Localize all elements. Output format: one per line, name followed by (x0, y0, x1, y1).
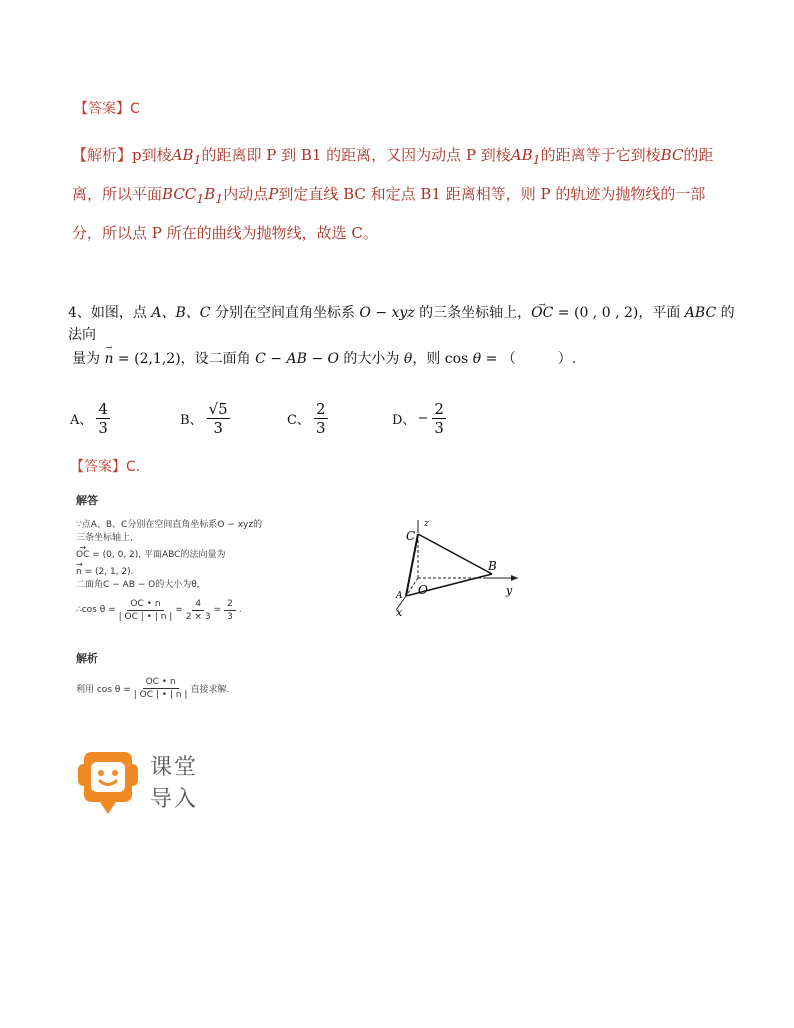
label-b: B (488, 559, 497, 573)
option-b (180, 400, 230, 437)
option-label: D、 (392, 413, 416, 428)
option-d (392, 400, 446, 437)
question-text: 量为 (72, 351, 105, 367)
analysis-text: 离，所以平面 (72, 185, 163, 203)
theta-symbol: θ (472, 351, 482, 367)
question-text: ，设二面角 (180, 351, 256, 367)
label-a: A (396, 591, 403, 601)
question-4-line-2 (72, 348, 576, 368)
plane-sub: 1 (215, 191, 224, 206)
question-text: 如图，点 (90, 305, 152, 321)
option-label: B、 (180, 413, 203, 428)
analysis-text: p到棱 (132, 146, 172, 164)
question-number: 4、 (68, 305, 91, 321)
jiexi-heading: 解析 (76, 652, 98, 665)
plane-main: BCC (162, 185, 197, 203)
question-points: A、B、C (151, 305, 211, 321)
question-text: 的法向 (68, 305, 735, 343)
label-o: O (418, 583, 428, 597)
analysis-text: 的距离等于它到棱 (540, 146, 661, 164)
solution-line (76, 566, 262, 579)
logo-line-2: 导入 (150, 787, 199, 812)
question-text: 的大小为 (338, 351, 404, 367)
analysis-paragraph (72, 138, 732, 251)
normal-vector-value: = (2,1,2) (113, 351, 181, 367)
edge-ab1-sub: 1 (193, 152, 202, 167)
answer-line-1 (74, 98, 140, 118)
question-text: ，平面 (638, 305, 685, 321)
label-y: y (506, 584, 513, 597)
theta-symbol: θ (403, 351, 413, 367)
analysis-text: 的距 (683, 146, 714, 164)
vector-oc: → OC (76, 549, 89, 562)
fraction-numerator: 2 (434, 400, 444, 418)
fraction-denominator: | OC | • | n | (133, 690, 188, 700)
analysis-line-3: 分，所以点 P 所在的曲线为抛物线，故选 C。 (72, 224, 378, 242)
solution-text: ∴cos θ = (76, 605, 116, 615)
edge-ab1-2-main: AB (510, 146, 533, 164)
point-p: P (268, 185, 279, 203)
tetrahedron-diagram (380, 512, 530, 622)
logo-text (150, 752, 198, 816)
logo-line-1: 课堂 (150, 755, 199, 780)
normal-vector: → n (104, 351, 113, 367)
solution-text: = (2, 1, 2). (81, 567, 134, 577)
option-fraction (314, 400, 328, 437)
fraction-denominator: 3 (227, 612, 233, 622)
logo-face (91, 762, 125, 792)
fraction-numerator: OC • n (143, 676, 179, 689)
fraction-numerator: 4 (192, 598, 204, 611)
solution-line: ∵点A、B、C分别在空间直角坐标系O − xyz的 (76, 520, 263, 530)
jiexi-text: 直接求解. (190, 685, 230, 695)
solution-heading: 解答 (76, 494, 98, 507)
question-4-line-1 (68, 302, 748, 346)
fraction-numerator: 2 (224, 598, 236, 611)
plane-abc: ABC (684, 305, 717, 321)
analysis-text: 到定直线 BC 和定点 B1 距离相等，则 P 的轨迹为抛物线的一部 (278, 185, 706, 203)
question-text: 分别在空间直角坐标系 (210, 305, 360, 321)
analysis-text: 内动点 (223, 185, 269, 203)
option-label: C、 (287, 413, 310, 428)
edge-cb (418, 534, 492, 574)
solution-block (76, 494, 262, 623)
fraction-denominator: 3 (434, 419, 444, 437)
edge-bc: BC (660, 146, 684, 164)
question-text: 的三条坐标轴上， (414, 305, 532, 321)
fraction-denominator: | OC | • | n | (118, 612, 173, 622)
option-a (70, 400, 110, 437)
coordinate-system: O − xyz (359, 305, 415, 321)
logo-eye-left (98, 770, 104, 776)
question-text: = （ ）. (481, 351, 577, 367)
plane-bcc1b1 (162, 185, 224, 206)
answer-value: C. (126, 459, 141, 475)
solution-line: 二面角C − AB − O的大小为θ, (76, 580, 200, 590)
answer-label: 【答案】 (70, 459, 126, 475)
fraction-denominator: 3 (213, 419, 223, 437)
solution-line (76, 549, 262, 562)
formula-fraction (186, 598, 211, 623)
option-fraction (207, 400, 230, 437)
formula-fraction (134, 676, 188, 701)
edge-ab1 (171, 146, 202, 167)
fraction-numerator: √5 (208, 400, 228, 418)
edge-ab1-main: AB (171, 146, 194, 164)
solution-text: = (0, 0, 2), 平面ABC的法向量为 (89, 550, 226, 560)
answer-line-2 (70, 456, 140, 476)
fraction-numerator: OC • n (127, 598, 163, 611)
fraction-denominator: 3 (315, 419, 326, 437)
edge-ab1-2-sub: 1 (532, 152, 541, 167)
option-fraction (432, 400, 446, 437)
fraction-numerator: 2 (315, 400, 326, 418)
analysis-line-1 (72, 138, 732, 177)
option-sign: − (417, 411, 429, 426)
analysis-line-2 (72, 177, 732, 216)
speech-bubble-face-icon (76, 746, 140, 818)
answer-label: 【答案】 (74, 101, 130, 117)
edge-ab1-2 (510, 146, 541, 167)
solution-line: 三条坐标轴上, (76, 533, 133, 543)
solution-formula (76, 598, 262, 623)
plane-sub: 1 (196, 191, 205, 206)
analysis-label: 【解析】 (72, 146, 133, 164)
logo-eye-right (112, 770, 118, 776)
option-label: A、 (70, 413, 93, 428)
jiexi-body (76, 676, 229, 701)
fraction-denominator: 2 × 3 (185, 612, 211, 622)
analysis-text: 的距离即 P 到 B1 的距离，又因为动点 P 到棱 (201, 146, 511, 164)
answer-value: C (130, 101, 140, 117)
question-text: ，则 cos (412, 351, 473, 367)
label-z: z (424, 519, 429, 529)
solution-text: . (238, 605, 242, 615)
formula-fraction (224, 598, 236, 623)
jiexi-text: 利用 cos θ = (76, 685, 131, 695)
equals-sign: = (213, 605, 222, 615)
y-axis-arrow (511, 575, 518, 581)
label-c: C (406, 529, 416, 543)
vector-oc-value: = (0 , 0 , 2) (553, 305, 639, 321)
plane-b: B (204, 185, 216, 203)
vector-oc: → OC (531, 302, 553, 324)
fraction-denominator: 3 (98, 419, 108, 437)
option-c (287, 400, 328, 437)
option-fraction (96, 400, 110, 437)
equals-sign: = (175, 605, 183, 615)
fraction-numerator: 4 (98, 400, 108, 418)
label-x: x (396, 606, 403, 619)
dihedral-angle: C − AB − O (255, 351, 339, 367)
formula-fraction (119, 598, 173, 623)
vector-n: → n (76, 566, 82, 579)
